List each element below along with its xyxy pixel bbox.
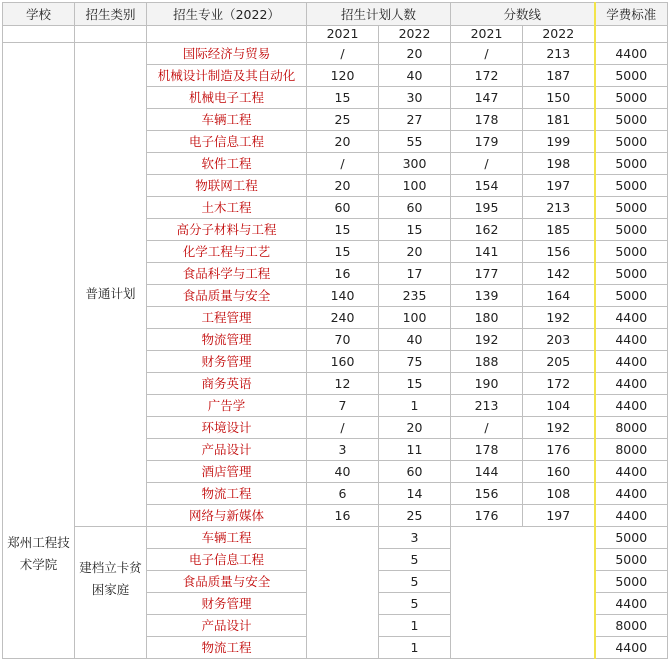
plan-2022-cell: 40: [379, 329, 451, 351]
plan-2021-cell: 40: [307, 461, 379, 483]
score-2021-cell: 144: [451, 461, 523, 483]
admission-table: [2, 2, 668, 659]
score-2022-cell: 142: [523, 263, 595, 285]
score-2022-cell: 197: [523, 505, 595, 527]
score-2022-cell: 197: [523, 175, 595, 197]
plan-2022-cell: 5: [379, 549, 451, 571]
plan-2022-cell: 1: [379, 637, 451, 659]
plan-2021-cell: 16: [307, 263, 379, 285]
major-cell: 国际经济与贸易: [147, 43, 307, 65]
fee-cell: 5000: [595, 153, 668, 175]
plan-2021-cell: 15: [307, 241, 379, 263]
major-cell: 软件工程: [147, 153, 307, 175]
fee-cell: 5000: [595, 109, 668, 131]
major-cell: 环境设计: [147, 417, 307, 439]
score-2021-cell: 178: [451, 439, 523, 461]
score-2021-cell: 162: [451, 219, 523, 241]
plan-2021-cell: 60: [307, 197, 379, 219]
fee-cell: 4400: [595, 329, 668, 351]
plan-2022-cell: 11: [379, 439, 451, 461]
plan-2021-cell: 240: [307, 307, 379, 329]
major-cell: 商务英语: [147, 373, 307, 395]
plan-2022-cell: 300: [379, 153, 451, 175]
score-2021-cell: 213: [451, 395, 523, 417]
fee-cell: 4400: [595, 593, 668, 615]
major-cell: 食品质量与安全: [147, 285, 307, 307]
plan-2021-cell: /: [307, 417, 379, 439]
score-2021-cell: 177: [451, 263, 523, 285]
fee-cell: 5000: [595, 197, 668, 219]
major-cell: 广告学: [147, 395, 307, 417]
score-2022-cell: 172: [523, 373, 595, 395]
fee-cell: 5000: [595, 263, 668, 285]
major-cell: 食品质量与安全: [147, 571, 307, 593]
score-2021-cell: /: [451, 417, 523, 439]
score-2022-cell: 108: [523, 483, 595, 505]
major-header: 招生专业（2022）: [147, 3, 307, 26]
plan-2021-header: 2021: [307, 26, 379, 43]
major-cell: 机械电子工程: [147, 87, 307, 109]
plan-2022-cell: 5: [379, 593, 451, 615]
fee-cell: 4400: [595, 307, 668, 329]
fee-cell: 8000: [595, 615, 668, 637]
school-cell: 郑州工程技术学院: [3, 43, 75, 659]
plan-2022-cell: 3: [379, 527, 451, 549]
score-2021-header: 2021: [451, 26, 523, 43]
fee-cell: 8000: [595, 439, 668, 461]
score-2021-cell: 139: [451, 285, 523, 307]
score-2021-cell: 154: [451, 175, 523, 197]
plan-2021-cell: 160: [307, 351, 379, 373]
fee-cell: 4400: [595, 461, 668, 483]
score-2021-cell: 179: [451, 131, 523, 153]
fee-header: 学费标准: [595, 3, 668, 26]
empty-header-cell: [75, 26, 147, 43]
major-cell: 食品科学与工程: [147, 263, 307, 285]
major-cell: 工程管理: [147, 307, 307, 329]
plan-2022-cell: 20: [379, 241, 451, 263]
plan-2021-cell: 140: [307, 285, 379, 307]
major-cell: 化学工程与工艺: [147, 241, 307, 263]
score-2021-cell: 192: [451, 329, 523, 351]
table-row: [3, 43, 668, 65]
plan-2021-cell: [307, 527, 379, 659]
fee-cell: 4400: [595, 43, 668, 65]
plan-2022-cell: 100: [379, 307, 451, 329]
score-2022-cell: 198: [523, 153, 595, 175]
plan-2021-cell: 20: [307, 175, 379, 197]
score-2021-cell: 147: [451, 87, 523, 109]
score-2021-cell: /: [451, 43, 523, 65]
year-header-row: [3, 26, 668, 43]
plan-2022-cell: 100: [379, 175, 451, 197]
category-cell: 普通计划: [75, 43, 147, 527]
plan-2021-cell: 20: [307, 131, 379, 153]
score-2021-cell: 178: [451, 109, 523, 131]
fee-cell: 5000: [595, 549, 668, 571]
score-2022-cell: 203: [523, 329, 595, 351]
fee-cell: 5000: [595, 87, 668, 109]
plan-2021-cell: 7: [307, 395, 379, 417]
score-2021-cell: 180: [451, 307, 523, 329]
plan-2022-cell: 27: [379, 109, 451, 131]
plan-2022-cell: 25: [379, 505, 451, 527]
score-2022-cell: 176: [523, 439, 595, 461]
plan-2022-cell: 14: [379, 483, 451, 505]
table-body: [3, 43, 668, 659]
plan-2021-cell: /: [307, 43, 379, 65]
major-cell: 高分子材料与工程: [147, 219, 307, 241]
fee-cell: 4400: [595, 637, 668, 659]
major-cell: 车辆工程: [147, 527, 307, 549]
plan-2022-cell: 1: [379, 615, 451, 637]
plan-2021-cell: 70: [307, 329, 379, 351]
score-cell: [451, 527, 595, 659]
score-2022-cell: 160: [523, 461, 595, 483]
plan-2021-cell: 6: [307, 483, 379, 505]
fee-cell: 5000: [595, 241, 668, 263]
empty-header-cell: [3, 26, 75, 43]
major-cell: 物流工程: [147, 637, 307, 659]
score-2022-header: 2022: [523, 26, 595, 43]
fee-cell: 4400: [595, 483, 668, 505]
header-row: [3, 3, 668, 26]
table-row: [3, 527, 668, 549]
plan-2021-cell: 120: [307, 65, 379, 87]
major-cell: 财务管理: [147, 593, 307, 615]
plan-2021-cell: 16: [307, 505, 379, 527]
major-cell: 电子信息工程: [147, 131, 307, 153]
score-2022-cell: 156: [523, 241, 595, 263]
major-cell: 物流管理: [147, 329, 307, 351]
fee-cell: 4400: [595, 373, 668, 395]
plan-2021-cell: /: [307, 153, 379, 175]
plan-2022-cell: 20: [379, 43, 451, 65]
fee-cell: 4400: [595, 395, 668, 417]
score-2021-cell: 156: [451, 483, 523, 505]
score-2021-cell: 190: [451, 373, 523, 395]
plan-2022-cell: 30: [379, 87, 451, 109]
plan-2022-cell: 60: [379, 461, 451, 483]
plan-2021-cell: 3: [307, 439, 379, 461]
score-2021-cell: 172: [451, 65, 523, 87]
score-2022-cell: 192: [523, 417, 595, 439]
score-2022-cell: 192: [523, 307, 595, 329]
school-header: 学校: [3, 3, 75, 26]
plan-2021-cell: 15: [307, 87, 379, 109]
plan-2022-cell: 60: [379, 197, 451, 219]
score-2022-cell: 213: [523, 43, 595, 65]
fee-cell: 5000: [595, 131, 668, 153]
score-2022-cell: 181: [523, 109, 595, 131]
major-cell: 物流工程: [147, 483, 307, 505]
score-2022-cell: 104: [523, 395, 595, 417]
score-2022-cell: 164: [523, 285, 595, 307]
major-cell: 产品设计: [147, 439, 307, 461]
score-2022-cell: 213: [523, 197, 595, 219]
score-2022-cell: 187: [523, 65, 595, 87]
plan-header: 招生计划人数: [307, 3, 451, 26]
score-header: 分数线: [451, 3, 595, 26]
major-cell: 机械设计制造及其自动化: [147, 65, 307, 87]
plan-2021-cell: 12: [307, 373, 379, 395]
major-cell: 土木工程: [147, 197, 307, 219]
plan-2022-cell: 1: [379, 395, 451, 417]
fee-cell: 5000: [595, 285, 668, 307]
plan-2022-header: 2022: [379, 26, 451, 43]
score-2022-cell: 199: [523, 131, 595, 153]
fee-cell: 4400: [595, 351, 668, 373]
score-2022-cell: 205: [523, 351, 595, 373]
fee-cell: 8000: [595, 417, 668, 439]
plan-2022-cell: 55: [379, 131, 451, 153]
plan-2021-cell: 25: [307, 109, 379, 131]
fee-cell: 5000: [595, 571, 668, 593]
score-2021-cell: 188: [451, 351, 523, 373]
score-2022-cell: 150: [523, 87, 595, 109]
fee-cell: 5000: [595, 175, 668, 197]
empty-header-cell: [147, 26, 307, 43]
score-2021-cell: 176: [451, 505, 523, 527]
empty-header-cell: [595, 26, 668, 43]
major-cell: 酒店管理: [147, 461, 307, 483]
plan-2022-cell: 40: [379, 65, 451, 87]
plan-2022-cell: 17: [379, 263, 451, 285]
category-header: 招生类别: [75, 3, 147, 26]
fee-cell: 4400: [595, 505, 668, 527]
major-cell: 电子信息工程: [147, 549, 307, 571]
major-cell: 财务管理: [147, 351, 307, 373]
plan-2022-cell: 20: [379, 417, 451, 439]
plan-2022-cell: 235: [379, 285, 451, 307]
category-cell: 建档立卡贫困家庭: [75, 527, 147, 659]
score-2022-cell: 185: [523, 219, 595, 241]
plan-2022-cell: 75: [379, 351, 451, 373]
score-2021-cell: 141: [451, 241, 523, 263]
score-2021-cell: /: [451, 153, 523, 175]
major-cell: 网络与新媒体: [147, 505, 307, 527]
major-cell: 产品设计: [147, 615, 307, 637]
plan-2021-cell: 15: [307, 219, 379, 241]
fee-cell: 5000: [595, 65, 668, 87]
plan-2022-cell: 15: [379, 373, 451, 395]
fee-cell: 5000: [595, 219, 668, 241]
major-cell: 车辆工程: [147, 109, 307, 131]
plan-2022-cell: 5: [379, 571, 451, 593]
plan-2022-cell: 15: [379, 219, 451, 241]
major-cell: 物联网工程: [147, 175, 307, 197]
fee-cell: 5000: [595, 527, 668, 549]
score-2021-cell: 195: [451, 197, 523, 219]
